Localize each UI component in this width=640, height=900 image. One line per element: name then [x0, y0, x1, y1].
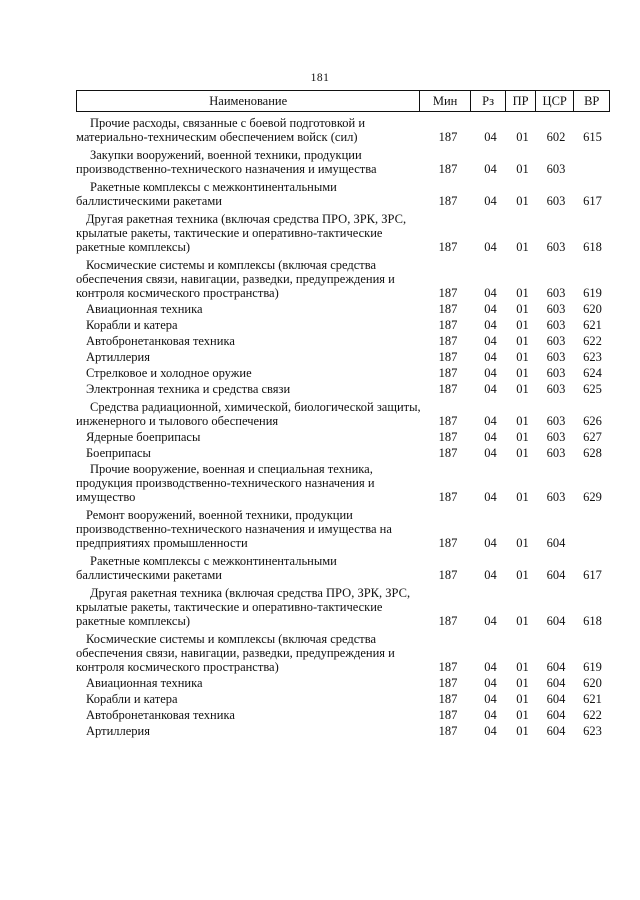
row-min: 187 — [438, 536, 458, 550]
row-vr: 617 — [583, 568, 602, 582]
table-header — [76, 90, 610, 112]
row-vr: 619 — [583, 286, 602, 300]
row-pr: 01 — [516, 286, 529, 300]
row-csr: 603 — [546, 162, 566, 176]
table-row — [76, 258, 610, 300]
row-csr: 604 — [546, 568, 566, 582]
table-row — [76, 692, 610, 706]
row-name: Электронная техника и средства связи — [86, 382, 291, 396]
row-min: 187 — [438, 240, 458, 254]
header-csr: ЦСР — [535, 91, 574, 111]
row-rz: 04 — [484, 676, 497, 690]
row-rz: 04 — [484, 708, 497, 722]
row-rz: 04 — [484, 194, 497, 208]
row-name: Авиационная техника — [86, 676, 203, 690]
row-name: Корабли и катера — [86, 692, 178, 706]
table-row — [76, 632, 610, 674]
row-name: Средства радиационной, химической, биологической защиты, инженерного и тылового обеспечения — [76, 400, 421, 428]
row-pr: 01 — [516, 692, 529, 706]
row-vr: 623 — [583, 350, 602, 364]
row-pr: 01 — [516, 130, 529, 144]
row-rz: 04 — [484, 568, 497, 582]
row-csr: 602 — [546, 130, 566, 144]
table-row — [76, 708, 610, 722]
table-row — [76, 400, 610, 428]
row-min: 187 — [438, 724, 458, 738]
row-pr: 01 — [516, 414, 529, 428]
row-csr: 604 — [546, 660, 566, 674]
row-name: Другая ракетная техника (включая средства ПРО, ЗРК, ЗРС, крылатые ракеты, тактические и оперативно-тактические ракетные комплексы) — [76, 586, 411, 628]
row-min: 187 — [438, 414, 458, 428]
row-csr: 604 — [546, 676, 566, 690]
row-rz: 04 — [484, 382, 497, 396]
row-csr: 604 — [546, 536, 566, 550]
row-name: Артиллерия — [86, 350, 150, 364]
row-rz: 04 — [484, 490, 497, 504]
row-rz: 04 — [484, 536, 497, 550]
row-pr: 01 — [516, 568, 529, 582]
table-row — [76, 382, 610, 396]
row-vr: 623 — [583, 724, 602, 738]
row-min: 187 — [438, 334, 458, 348]
row-csr: 603 — [546, 302, 566, 316]
row-pr: 01 — [516, 430, 529, 444]
table-row — [76, 586, 610, 628]
row-min: 187 — [438, 490, 458, 504]
row-min: 187 — [438, 130, 458, 144]
row-rz: 04 — [484, 350, 497, 364]
table-row — [76, 508, 610, 550]
row-pr: 01 — [516, 490, 529, 504]
row-name: Ремонт вооружений, военной техники, продукции производственно-технического назначения и имущества на предприятиях промышленности — [76, 508, 392, 550]
row-csr: 603 — [546, 318, 566, 332]
header-pr: ПР — [505, 91, 535, 111]
row-pr: 01 — [516, 614, 529, 628]
row-csr: 603 — [546, 366, 566, 380]
row-name: Закупки вооружений, военной техники, продукции производственно-технического назначения и имущества — [76, 148, 377, 176]
row-csr: 603 — [546, 286, 566, 300]
row-vr: 618 — [583, 614, 602, 628]
row-pr: 01 — [516, 536, 529, 550]
row-pr: 01 — [516, 708, 529, 722]
table-row — [76, 318, 610, 332]
row-pr: 01 — [516, 350, 529, 364]
row-csr: 604 — [546, 724, 566, 738]
row-csr: 603 — [546, 194, 566, 208]
row-min: 187 — [438, 430, 458, 444]
row-vr: 619 — [583, 660, 602, 674]
row-rz: 04 — [484, 302, 497, 316]
row-pr: 01 — [516, 366, 529, 380]
row-vr: 620 — [583, 302, 602, 316]
table-row — [76, 350, 610, 364]
row-min: 187 — [438, 194, 458, 208]
row-csr: 603 — [546, 350, 566, 364]
page-number: 181 — [310, 72, 330, 84]
header-name: Наименование — [209, 94, 288, 108]
row-name: Космические системы и комплексы (включая средства обеспечения связи, навигации, разведки, предупреждения и контроля космического пространства) — [76, 258, 395, 300]
row-min: 187 — [438, 162, 458, 176]
row-min: 187 — [438, 302, 458, 316]
row-vr: 624 — [583, 366, 602, 380]
row-vr: 628 — [583, 446, 602, 460]
row-name: Ракетные комплексы с межконтинентальными баллистическими ракетами — [76, 554, 337, 582]
row-pr: 01 — [516, 194, 529, 208]
row-name: Другая ракетная техника (включая средства ПРО, ЗРК, ЗРС, крылатые ракеты, тактические и оперативно-тактические ракетные комплексы) — [76, 212, 407, 254]
row-vr: 621 — [583, 318, 602, 332]
row-vr: 622 — [583, 334, 602, 348]
row-min: 187 — [438, 614, 458, 628]
row-rz: 04 — [484, 286, 497, 300]
row-name: Космические системы и комплексы (включая средства обеспечения связи, навигации, разведки, предупреждения и контроля космического пространства) — [76, 632, 395, 674]
row-pr: 01 — [516, 446, 529, 460]
table-row — [76, 430, 610, 444]
row-min: 187 — [438, 708, 458, 722]
row-csr: 604 — [546, 692, 566, 706]
row-min: 187 — [438, 318, 458, 332]
row-csr: 604 — [546, 708, 566, 722]
row-csr: 603 — [546, 490, 566, 504]
row-min: 187 — [438, 568, 458, 582]
row-csr: 603 — [546, 414, 566, 428]
budget-table — [76, 90, 610, 738]
table-row — [76, 724, 610, 738]
row-name: Прочие вооружение, военная и специальная техника, продукция производственно-технического назначения и имущество — [76, 462, 375, 504]
row-rz: 04 — [484, 414, 497, 428]
row-name: Боеприпасы — [86, 446, 151, 460]
row-pr: 01 — [516, 382, 529, 396]
row-rz: 04 — [484, 162, 497, 176]
row-name: Автобронетанковая техника — [86, 708, 235, 722]
row-name: Артиллерия — [86, 724, 150, 738]
row-rz: 04 — [484, 318, 497, 332]
row-csr: 603 — [546, 446, 566, 460]
table-row — [76, 554, 610, 582]
row-rz: 04 — [484, 724, 497, 738]
row-pr: 01 — [516, 334, 529, 348]
table-row — [76, 462, 610, 504]
row-rz: 04 — [484, 614, 497, 628]
row-vr: 625 — [583, 382, 602, 396]
row-name: Прочие расходы, связанные с боевой подготовкой и материально-техническим обеспечением войск (сил) — [76, 116, 366, 144]
table-row — [76, 180, 610, 208]
row-vr: 627 — [583, 430, 602, 444]
table-row — [76, 302, 610, 316]
row-vr: 620 — [583, 676, 602, 690]
row-rz: 04 — [484, 430, 497, 444]
row-min: 187 — [438, 286, 458, 300]
row-csr: 603 — [546, 240, 566, 254]
row-name: Автобронетанковая техника — [86, 334, 235, 348]
header-rz: Рз — [470, 91, 506, 111]
row-rz: 04 — [484, 660, 497, 674]
row-rz: 04 — [484, 130, 497, 144]
row-vr: 617 — [583, 194, 602, 208]
row-csr: 604 — [546, 614, 566, 628]
row-min: 187 — [438, 366, 458, 380]
row-pr: 01 — [516, 162, 529, 176]
row-min: 187 — [438, 676, 458, 690]
row-csr: 603 — [546, 382, 566, 396]
row-name: Стрелковое и холодное оружие — [86, 366, 252, 380]
row-pr: 01 — [516, 676, 529, 690]
row-name: Корабли и катера — [86, 318, 178, 332]
header-min: Мин — [419, 91, 469, 111]
row-pr: 01 — [516, 724, 529, 738]
row-min: 187 — [438, 692, 458, 706]
row-rz: 04 — [484, 334, 497, 348]
row-rz: 04 — [484, 446, 497, 460]
table-row — [76, 116, 610, 144]
row-vr: 629 — [583, 490, 602, 504]
row-min: 187 — [438, 382, 458, 396]
table-row — [76, 676, 610, 690]
row-rz: 04 — [484, 692, 497, 706]
row-vr: 621 — [583, 692, 602, 706]
table-row — [76, 334, 610, 348]
row-rz: 04 — [484, 240, 497, 254]
row-min: 187 — [438, 660, 458, 674]
row-pr: 01 — [516, 302, 529, 316]
row-csr: 603 — [546, 334, 566, 348]
row-name: Авиационная техника — [86, 302, 203, 316]
row-pr: 01 — [516, 318, 529, 332]
row-vr: 622 — [583, 708, 602, 722]
row-pr: 01 — [516, 240, 529, 254]
row-csr: 603 — [546, 430, 566, 444]
row-pr: 01 — [516, 660, 529, 674]
row-rz: 04 — [484, 366, 497, 380]
row-vr: 626 — [583, 414, 602, 428]
table-row — [76, 148, 610, 176]
row-min: 187 — [438, 350, 458, 364]
table-row — [76, 446, 610, 460]
row-name: Ядерные боеприпасы — [86, 430, 201, 444]
row-min: 187 — [438, 446, 458, 460]
header-vr: ВР — [573, 91, 609, 111]
table-row — [76, 212, 610, 254]
row-vr: 615 — [583, 130, 602, 144]
table-row — [76, 366, 610, 380]
row-vr: 618 — [583, 240, 602, 254]
row-name: Ракетные комплексы с межконтинентальными баллистическими ракетами — [76, 180, 337, 208]
